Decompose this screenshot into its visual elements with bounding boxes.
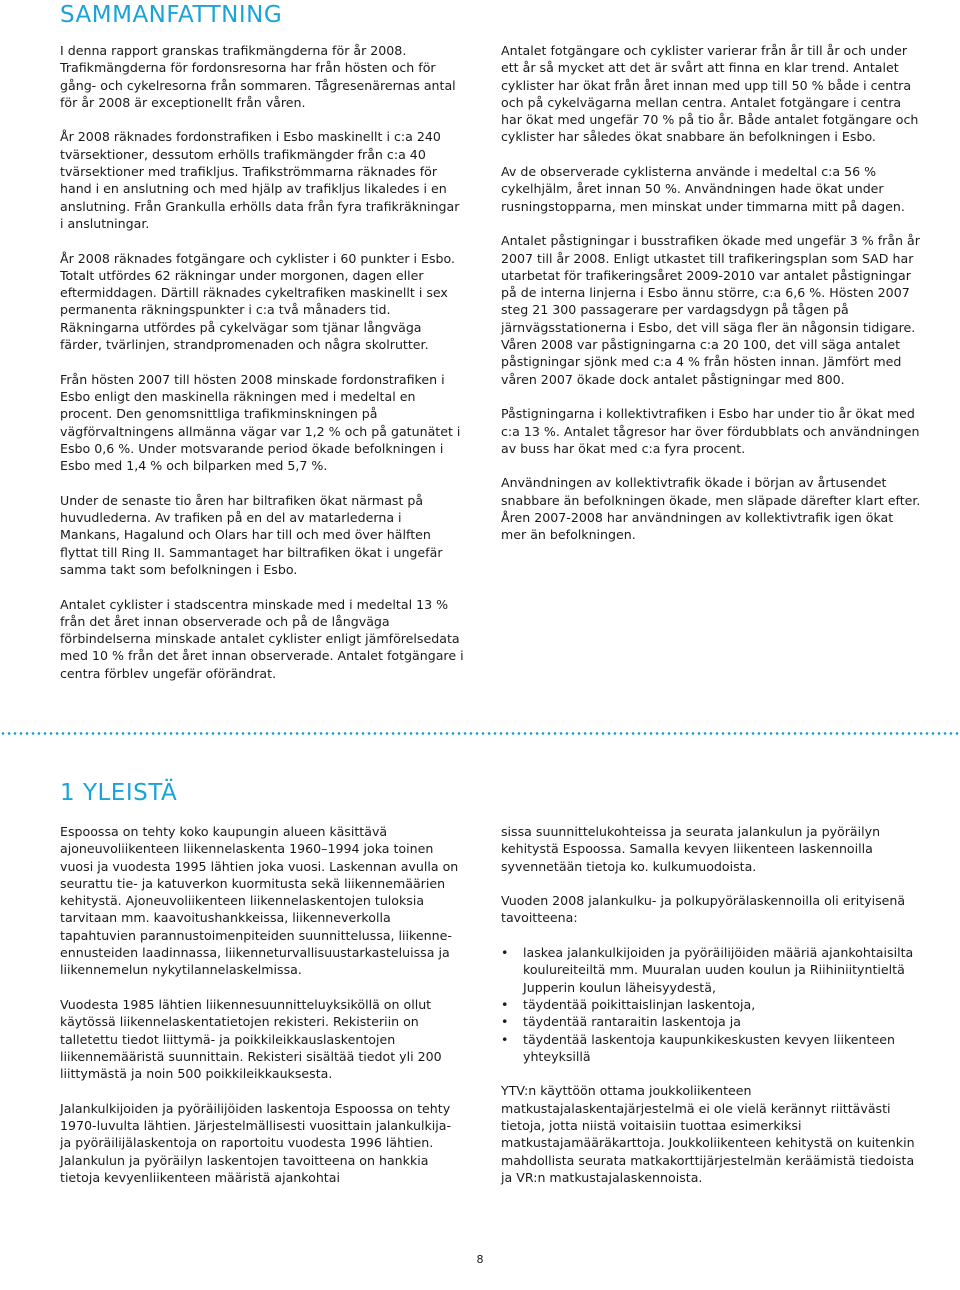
paragraph: Av de observerade cyklisterna använde i medeltal c:a 56 % cykelhjälm, året innan 50 %. Användningen hade ökat under rusningstopparna, men minskat under timmarna mitt på dagen. bbox=[501, 164, 905, 214]
paragraph: Vuodesta 1985 lähtien liikennesuunnitteluyksiköllä on ollut käytössä liikennelaskentatietojen rekisteri. Rekisteriin on talletettu tiedot liittymä- ja poikkileikkauslaskentojen liikennemääristä suunnittain. Rekisteri sisältää tiedot yli 200 liittymästä ja noin 500 poikkileikkauksesta. bbox=[60, 996, 442, 1082]
list-item: • täydentää rantaraitin laskentoja ja bbox=[501, 1013, 921, 1030]
paragraph: År 2008 räknades fordonstrafiken i Esbo maskinellt i c:a 240 tvärsektioner, dessutom erhölls trafikmängder från c:a 40 tvärsektioner med trafikljus. Trafikströmmarna räknades för hand i en anslutning och med hjälp av trafikljus likaledes i en anslutning. Från Grankulla erhölls data från fyra trafikräkningar i anslutningar. bbox=[60, 129, 460, 231]
page-number: 8 bbox=[476, 1253, 484, 1266]
section-heading: 1 YLEISTÄ bbox=[60, 780, 178, 806]
list-item: • täydentää laskentoja kaupunkikeskusten kevyen liikenteen yhteyksillä bbox=[501, 1031, 921, 1066]
paragraph: Espoossa on tehty koko kaupungin alueen käsittävä ajoneuvoliikenteen liikennelaskenta 1960–1994 joka toinen vuosi ja vuodesta 1995 lähtien joka vuosi. Laskennan avulla on seurattu tie- ja katuverkon kuormitusta sekä liikennemäärien kehitystä. Ajoneuvoliikenteen liikennelaskentojen tuloksia tarvitaan mm. kaavoitushankkeissa, liikenneverkolla tapahtuvien parannustoimenpiteiden suunnittelussa, liikenne-ennusteiden laadinnassa, liikenneturvallisuustarkasteluissa ja liikennemelun nykytilannelaskelmissa. bbox=[60, 824, 459, 978]
paragraph: Användningen av kollektivtrafik ökade i början av årtusendet snabbare än befolkningen ökade, men släpade därefter klart efter. Åren 2007-2008 har användningen av kollektivtrafik igen ökat mer än befolkningen. bbox=[501, 475, 921, 543]
summary-heading: SAMMANFATTNING bbox=[60, 2, 283, 28]
paragraph: Vuoden 2008 jalankulku- ja polkupyörälaskennoilla oli erityisenä tavoitteena: bbox=[501, 893, 906, 926]
list-item: • täydentää poikittaislinjan laskentoja, bbox=[501, 996, 921, 1013]
paragraph: Antalet påstigningar i busstrafiken ökade med ungefär 3 % från år 2007 till år 2008. Enligt utkastet till trafikeringsplan som SAD har utarbetat för trafikeringsåret 2009-2010 var antalet påstigningar på de interna linjerna i Esbo ännu större, c:a 6,6 %. Hösten 2007 steg 21 300 passagerare per vardagsdygn på tågen på järnvägsstationerna i Esbo, det vill säga fler än någonsin tidigare. Våren 2008 var påstigningarna c:a 20 100, det vill säga antalet påstigningar sjönk med c:a 4 % från hösten innan. Jämfört med våren 2007 ökade dock antalet påstigningar med 800. bbox=[501, 233, 920, 387]
paragraph: YTV:n käyttöön ottama joukkoliikenteen matkustajalaskentajärjestelmä ei ole vielä kerännyt riittävästi tietoja, jotta niistä voitaisiin tuottaa esimerkiksi matkustajamääräkarttoja. Joukkoliikenteen kehitystä on kuitenkin mahdollista seurata matkakorttijärjestelmän keräämistä tiedoista ja VR:n matkustajalaskennoista. bbox=[501, 1083, 915, 1185]
bullet-list bbox=[501, 944, 921, 1065]
section-column-right bbox=[501, 823, 921, 1204]
paragraph: År 2008 räknades fotgängare och cyklister i 60 punkter i Esbo. Totalt utfördes 62 räkningar under morgonen, dagen eller eftermiddagen. Därtill räknades cykeltrafiken maskinellt i sex permanenta räkningspunkter i c:a två månaders tid. Räkningarna utfördes på cykelvägar som tjänar långväga färder, tvärlinjen, strandpromenaden och några skolrutter. bbox=[60, 250, 456, 353]
paragraph: Antalet cyklister i stadscentra minskade med i medeltal 13 % från det året innan observerade och på de långväga förbindelserna minskade antalet cyklister enligt jämförelsedata med 10 % från det året innan observerade. Antalet fotgängare i centra förblev ungefär oförändrat. bbox=[60, 596, 464, 681]
list-item: • laskea jalankulkijoiden ja pyöräilijöiden määriä ajankohtaisilta koulureiteiltä mm. Muuralan uuden koulun ja Riihiniityntieltä Jupperin koulun läheisyydestä, bbox=[501, 944, 921, 996]
paragraph: sissa suunnittelukohteissa ja seurata jalankulun ja pyöräilyn kehitystä Espoossa. Samalla kevyen liikenteen laskennoilla syvennetään tietoja ko. kulkumuodoista. bbox=[501, 824, 881, 874]
summary-column-right bbox=[501, 42, 921, 561]
paragraph: Från hösten 2007 till hösten 2008 minskade fordonstrafiken i Esbo enligt den maskinella räkningen med i medeltal en procent. Den genomsnittliga trafikminskningen på vägförvaltningens allmänna vägar var 1,2 % och på gatunätet i Esbo 0,6 %. Under motsvarande period ökade befolkningen i Esbo med 1,4 % och bilparken med 5,7 %. bbox=[60, 371, 461, 474]
dotted-divider bbox=[0, 732, 960, 735]
paragraph: Antalet fotgängare och cyklister varierar från år till år och under ett år så mycket att det är svårt att finna en klar trend. Antalet cyklister har ökat från året innan med upp till 50 % både i centra och på cykelvägarna mellan centra. Antalet fotgängare i centra har ökat med ungefär 70 % på tio år. Både antalet fotgängare och cyklister har således ökat snabbare än befolkningen i Esbo. bbox=[501, 43, 919, 145]
summary-column-left bbox=[60, 42, 465, 699]
paragraph: Under de senaste tio åren har biltrafiken ökat närmast på huvudlederna. Av trafiken på en del av matarlederna i Mankans, Hagalund och Olars har till och med över hälften flyttat till Ring II. Sammantaget har biltrafiken ökat i ungefär samma takt som befolkningen i Esbo. bbox=[60, 492, 443, 577]
paragraph: I denna rapport granskas trafikmängderna för år 2008. Trafikmängderna för fordonsresorna har från hösten och för gång- och cykelresorna från sommaren. Tågresenärernas antal för år 2008 är exceptionellt från våren. bbox=[60, 43, 456, 110]
paragraph: Jalankulkijoiden ja pyöräilijöiden laskentoja Espoossa on tehty 1970-luvulta lähtien. Järjestelmällisesti vuosittain jalankulkija- ja pyöräilijälaskentoja on raportoitu vuodesta 1996 lähtien. Jalankulun ja pyöräilyn laskentojen tavoitteena on hankkia tietoja kevyenliikenteen määristä ajankohtai bbox=[60, 1100, 452, 1185]
section-column-left bbox=[60, 823, 465, 1204]
paragraph: Påstigningarna i kollektivtrafiken i Esbo har under tio år ökat med c:a 13 %. Antalet tågresor har över fördubblats och användningen av buss har ökat med c:a fyra procent. bbox=[501, 406, 920, 456]
